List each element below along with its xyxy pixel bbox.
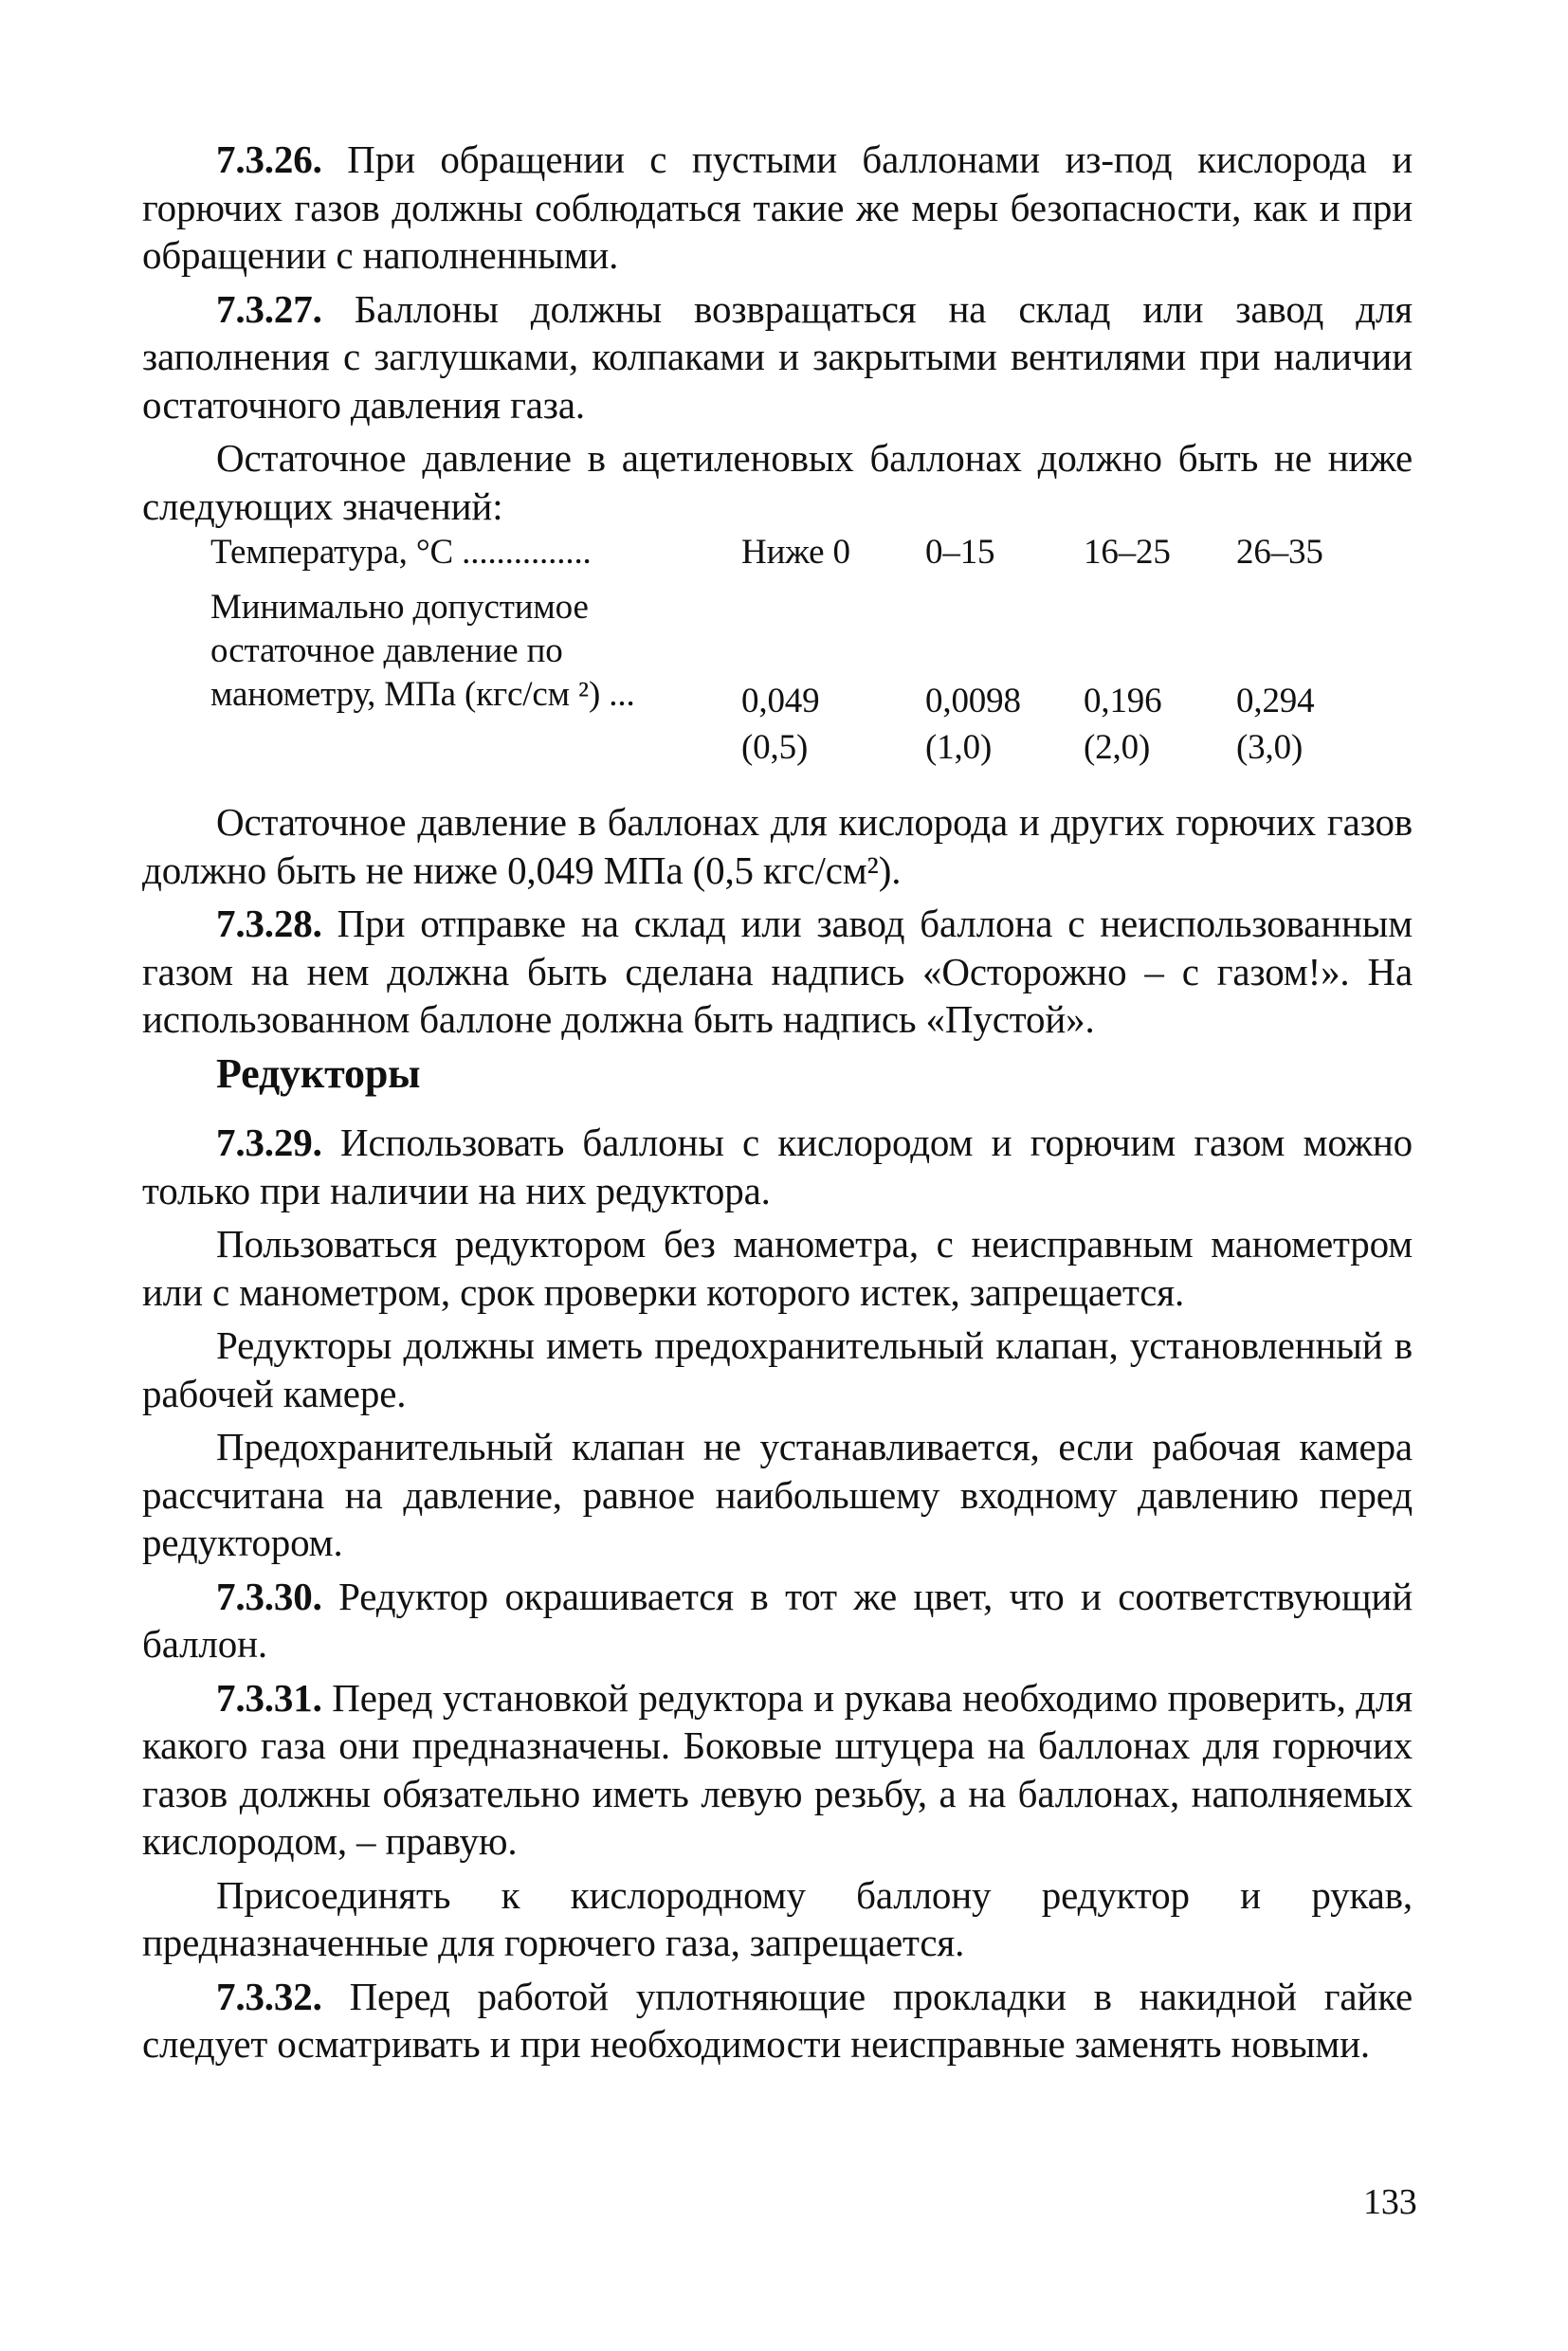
paragraph-7-3-32	[142, 1973, 1413, 2069]
paragraph-residual-pressure	[142, 798, 1413, 894]
paragraph-text: Присоединять к кислородному баллону редуктор и рукав, предназначенные для горючего газа, запрещается.	[142, 1872, 1413, 1964]
paragraph-text: Редукторы должны иметь предохранительный клапан, установленный в рабочей камере.	[142, 1323, 1413, 1415]
clause-number: 7.3.28.	[216, 902, 322, 945]
kgf-col-2: (1,0)	[925, 728, 993, 767]
mpa-col-3: 0,196	[1084, 682, 1162, 720]
kgf-col-4: (3,0)	[1236, 728, 1304, 767]
table-row-mpa	[210, 673, 1405, 720]
temp-col-2: 0–15	[925, 533, 995, 572]
pressure-label-line: манометру, МПа (кгс/см ²) ...	[210, 675, 635, 714]
table-row-label-line-1	[210, 586, 1405, 629]
kgf-col-1: (0,5)	[741, 728, 809, 767]
pressure-label-line: остаточное давление по	[210, 631, 563, 670]
temp-col-1: Ниже 0	[741, 533, 850, 572]
paragraph-text: Предохранительный клапан не устанавливается, если рабочая камера рассчитана на давление, равное наибольшему входному давлению перед редуктором.	[142, 1425, 1413, 1564]
pressure-label-line: Минимально допустимое	[210, 588, 589, 627]
section-heading: Редукторы	[216, 1050, 421, 1097]
table-row-label-line-2	[210, 629, 1405, 673]
mpa-col-1: 0,049	[741, 682, 820, 720]
clause-number: 7.3.31.	[216, 1675, 322, 1720]
clause-number: 7.3.32.	[216, 1974, 322, 2018]
table-row-temperature	[210, 531, 1405, 574]
section-block-1	[142, 136, 1413, 536]
section-block-3	[142, 1119, 1413, 2074]
paragraph-acetylene-intro	[142, 434, 1413, 530]
paragraph-7-3-26	[142, 136, 1413, 280]
mpa-col-2: 0,0098	[925, 682, 1021, 720]
paragraph-text: Редуктор окрашивается в тот же цвет, что и соответствующий баллон.	[142, 1574, 1413, 1666]
clause-number: 7.3.26.	[216, 137, 322, 181]
temp-col-3: 16–25	[1084, 533, 1171, 572]
paragraph-safety-valve	[142, 1321, 1413, 1417]
paragraph-text: Остаточное давление в ацетиленовых баллонах должно быть не ниже следующих значений:	[142, 436, 1413, 528]
paragraph-valve-exception	[142, 1423, 1413, 1567]
paragraph-text: Использовать баллоны с кислородом и горючим газом можно только при наличии на них редуктора.	[142, 1121, 1413, 1212]
paragraph-text: Остаточное давление в баллонах для кислорода и других горючих газов должно быть не ниже 0,049 МПа (0,5 кгс/см²).	[142, 800, 1413, 892]
table-row-kgf	[210, 717, 1405, 767]
paragraph-no-manometer	[142, 1220, 1413, 1316]
kgf-col-3: (2,0)	[1084, 728, 1151, 767]
paragraph-7-3-31	[142, 1674, 1413, 1866]
mpa-col-4: 0,294	[1236, 682, 1315, 720]
pressure-table	[210, 531, 1405, 767]
paragraph-text: Пользоваться редуктором без манометра, с неисправным манометром или с манометром, срок проверки которого истек, запрещается.	[142, 1222, 1413, 1314]
paragraph-text: Перед работой уплотняющие прокладки в накидной гайке следует осматривать и при необходимости неисправные заменять новыми.	[142, 1974, 1413, 2066]
paragraph-text: Перед установкой редуктора и рукава необходимо проверить, для какого газа они предназначены. Боковые штуцера на баллонах для горючих газов должны обязательно иметь левую резьбу, а на баллонах, наполняемых кислородом, – правую.	[142, 1675, 1413, 1863]
paragraph-7-3-27	[142, 285, 1413, 429]
paragraph-oxygen-fitting	[142, 1871, 1413, 1967]
paragraph-text: При отправке на склад или завод баллона с неиспользованным газом на нем должна быть сделана надпись «Осторожно – с газом!». На использованном баллоне должна быть надпись «Пустой».	[142, 902, 1413, 1041]
page-number: 133	[1363, 2182, 1417, 2222]
clause-number: 7.3.29.	[216, 1121, 322, 1164]
clause-number: 7.3.27.	[216, 286, 322, 331]
paragraph-text: При обращении с пустыми баллонами из-под кислорода и горючих газов должны соблюдаться такие же меры безопасности, как и при обращении с наполненными.	[142, 137, 1413, 277]
temp-col-4: 26–35	[1236, 533, 1323, 572]
paragraph-7-3-28	[142, 900, 1413, 1044]
paragraph-7-3-30	[142, 1573, 1413, 1668]
section-block-2	[142, 798, 1413, 1049]
temperature-label: Температура, °С ...............	[210, 533, 592, 572]
clause-number: 7.3.30.	[216, 1574, 322, 1618]
paragraph-text: Баллоны должны возвращаться на склад или завод для заполнения с заглушками, колпаками и закрытыми вентилями при наличии остаточного давления газа.	[142, 286, 1413, 427]
paragraph-7-3-29	[142, 1119, 1413, 1214]
